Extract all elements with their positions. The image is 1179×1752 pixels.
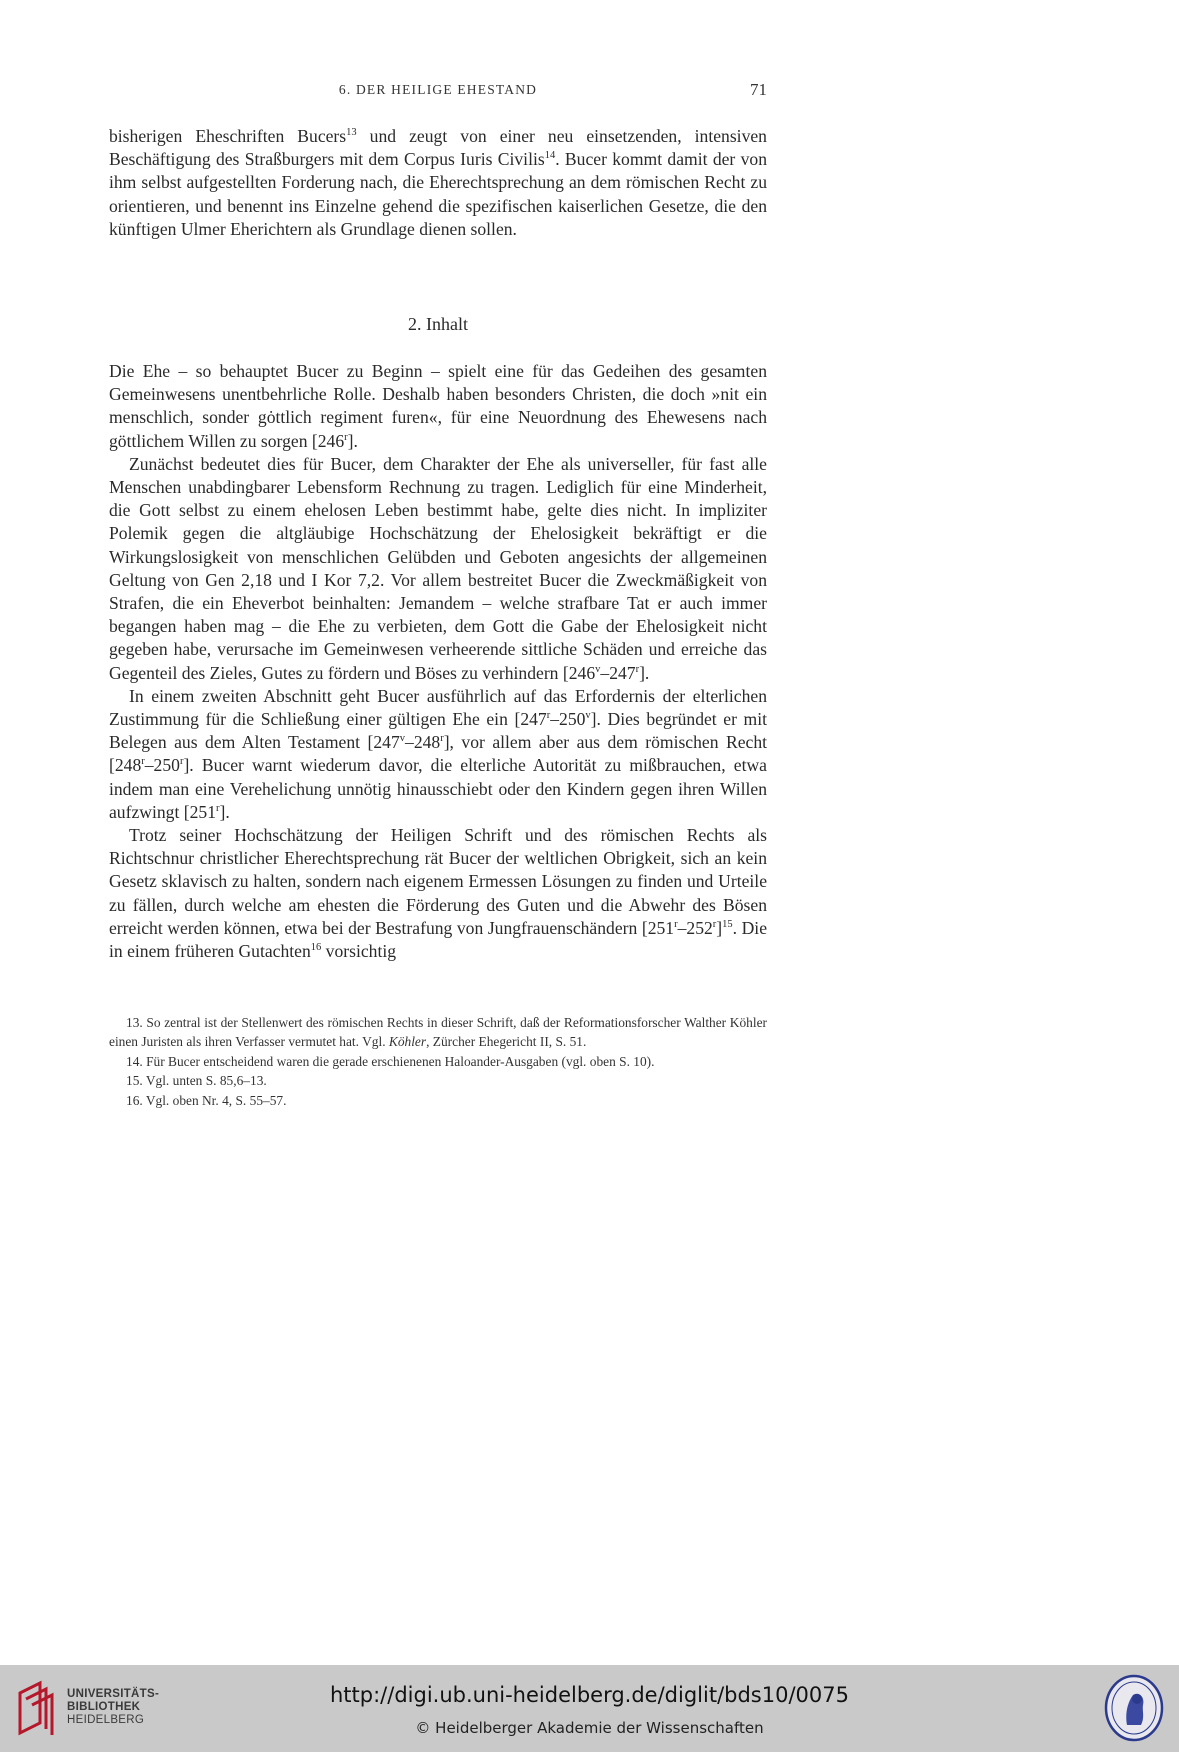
footnotes — [109, 1013, 767, 1110]
text-run: ], vor allem aber aus dem römischen Recht [248 — [109, 732, 768, 776]
text-run: . Bucer kommt damit der von ihm selbst aufgestellten Forderung nach, die Eherechtsprechung an dem römischen Recht zu orientieren, und benennt ins Einzelne gehend die spezifischen kaiserlichen Gesetze, die den künftigen Ulmer Eherichtern als Grundlage dienen sollen. — [109, 149, 767, 239]
running-head-title: 6. DER HEILIGE EHESTAND — [338, 82, 538, 97]
footnote-marker: v — [595, 663, 601, 675]
footnote — [109, 1013, 767, 1052]
body-paragraph — [109, 453, 767, 685]
text-run: –247 — [600, 662, 636, 683]
text-run: In einem zweiten Abschnitt geht Bucer ausführlich auf das Erfordernis der elterlichen Zustimmung für die Schließung einer gültigen Ehe ein [247 — [109, 685, 767, 730]
footnote — [109, 1052, 767, 1071]
text-run: –252 — [677, 917, 713, 938]
opening-paragraph — [109, 125, 767, 241]
text-run: Trotz seiner Hochschätzung der Heiligen Schrift und des römischen Rechts als Richtschnur christlicher Eherechtsprechung rät Bucer der weltlichen Obrigkeit, sich an kein Gesetz sklavisch zu halten, sondern nach eigenem Ermessen Lösungen zu finden und Urteile zu fällen, durch welche am ehesten die Förderung des Guten und die Abwehr des Bösen erreicht werden können, etwa bei der Bestrafung von Jungfrauenschändern [251 — [109, 825, 767, 938]
text-run: ]. — [219, 801, 230, 822]
footnote — [109, 1071, 767, 1090]
text-run: ]. — [639, 662, 650, 683]
text-run: und zeugt von einer neu einsetzenden, intensiven Beschäftigung des Straßburgers mit dem Corpus Iuris Civilis — [109, 126, 767, 170]
text-run: ] — [716, 917, 723, 938]
logo-line-2: BIBLIOTHEK — [67, 1701, 141, 1713]
footnote-marker: r — [344, 431, 348, 443]
body-paragraph — [109, 125, 767, 241]
footnote-marker: r — [674, 918, 678, 930]
text-run: 15. Vgl. unten S. 85,6–13. — [126, 1073, 267, 1089]
page-number: 71 — [750, 80, 767, 99]
footnote-marker: 16 — [310, 942, 322, 954]
main-text — [109, 360, 767, 963]
text-run: . Die in einem früheren Gutachten — [109, 917, 768, 962]
footnote-marker: 13 — [346, 127, 357, 138]
text-run: 14. Für Bucer entscheidend waren die gerade erschienenen Haloander-Ausgaben (vgl. oben S. 10). — [126, 1053, 655, 1069]
text-run: , Zürcher Ehegericht II, S. 51. — [426, 1034, 587, 1050]
section-heading: 2. Inhalt — [408, 314, 468, 334]
footnote — [109, 1091, 767, 1110]
text-run: vorsichtig — [321, 941, 397, 962]
text-run: 16. Vgl. oben Nr. 4, S. 55–57. — [126, 1092, 287, 1108]
text-run: bisherigen Eheschriften Bucers — [109, 126, 347, 146]
logo-line-1: UNIVERSITÄTS- — [67, 1688, 160, 1700]
footnote-marker: 15 — [722, 918, 733, 930]
text-run: –250 — [144, 755, 180, 776]
footnote-marker: r — [635, 663, 640, 675]
text-run: –248 — [405, 732, 441, 753]
footnote-marker: r — [216, 802, 220, 814]
body-paragraph — [109, 685, 767, 824]
text-run: ]. Dies begründet er mit Belegen aus dem Alten Testament [247 — [109, 709, 767, 753]
footer-bar — [0, 1665, 1179, 1752]
text-run: ]. — [347, 430, 358, 451]
body-paragraph — [109, 360, 767, 453]
footnote-marker: r — [440, 733, 444, 745]
text-run: 13. So zentral ist der Stellenwert des römischen Rechts in dieser Schrift, daß der Reformationsforscher Walther Köhler einen Juristen als ihren Verfasser vermutet hat. Vgl. — [109, 1015, 767, 1050]
logo-line-3: HEIDELBERG — [67, 1714, 145, 1726]
footnote-marker: r — [179, 756, 184, 768]
text-run: Die Ehe – so behauptet Bucer zu Beginn – spielt eine für das Gedeihen des gesamten Gemeinwesens unentbehrliche Rolle. Deshalb haben besonders Christen, die doch »nit ein menschlich, sonder gȯttlich regiment furen«, für eine Neuordnung des Ehewesens nach göttlichem Willen zu sorgen [246 — [109, 361, 767, 451]
text-run: ]. Bucer warnt wiederum davor, die elterliche Autorität zu mißbrauchen, etwa indem man eine Verehelichung unnötig hinausschiebt oder den Kindern gegen ihren Willen aufzwingt [251 — [109, 755, 767, 822]
footnote-marker: r — [712, 918, 717, 930]
body-paragraph — [109, 824, 767, 963]
text-run: –250 — [550, 709, 586, 730]
emphasis: Köhler — [388, 1034, 427, 1050]
footer-copyright: © Heidelberger Akademie der Wissenschaften — [415, 1719, 764, 1737]
footnote-marker: 14 — [544, 150, 556, 162]
footer-url-link[interactable]: http://digi.ub.uni-heidelberg.de/diglit/bds10/0075 — [330, 1683, 849, 1707]
text-run: Zunächst bedeutet dies für Bucer, dem Charakter der Ehe als universeller, für fast alle Menschen unabdingbarer Lebensform Rechnung zu tragen. Lediglich für eine Minderheit, die Gott selbst zu einem ehelosen Leben bestimmt habe, gelte dies nicht. In impliziter Polemik gegen die altgläubige Hochschätzung der Ehelosigkeit bekräftigt er die Wirkungslosigkeit von menschlichen Gelübden und Geboten angesichts der allgemeinen Geltung von Gen 2,18 und I Kor 7,2. Vor allem bestreitet Bucer die Zweckmäßigkeit von Strafen, die ein Eheverbot beinhalten: Jemandem – welche strafbare Tat er auch immer begangen haben mag – die Ehe zu verbieten, dem Gott die Gabe der Ehelosigkeit nicht gegeben habe, verursache im Gemeinwesen verheerende sittliche Schäden und erreiche das Gegenteil des Zieles, Gutes zu fördern und Böses zu verhindern [246 — [109, 453, 767, 683]
academy-seal-icon — [1103, 1673, 1165, 1743]
footnote-marker: v — [399, 733, 406, 745]
footnote-marker: r — [141, 756, 145, 768]
footnote-marker: r — [546, 710, 551, 722]
running-head — [109, 82, 767, 106]
footnote-marker: v — [585, 710, 591, 722]
